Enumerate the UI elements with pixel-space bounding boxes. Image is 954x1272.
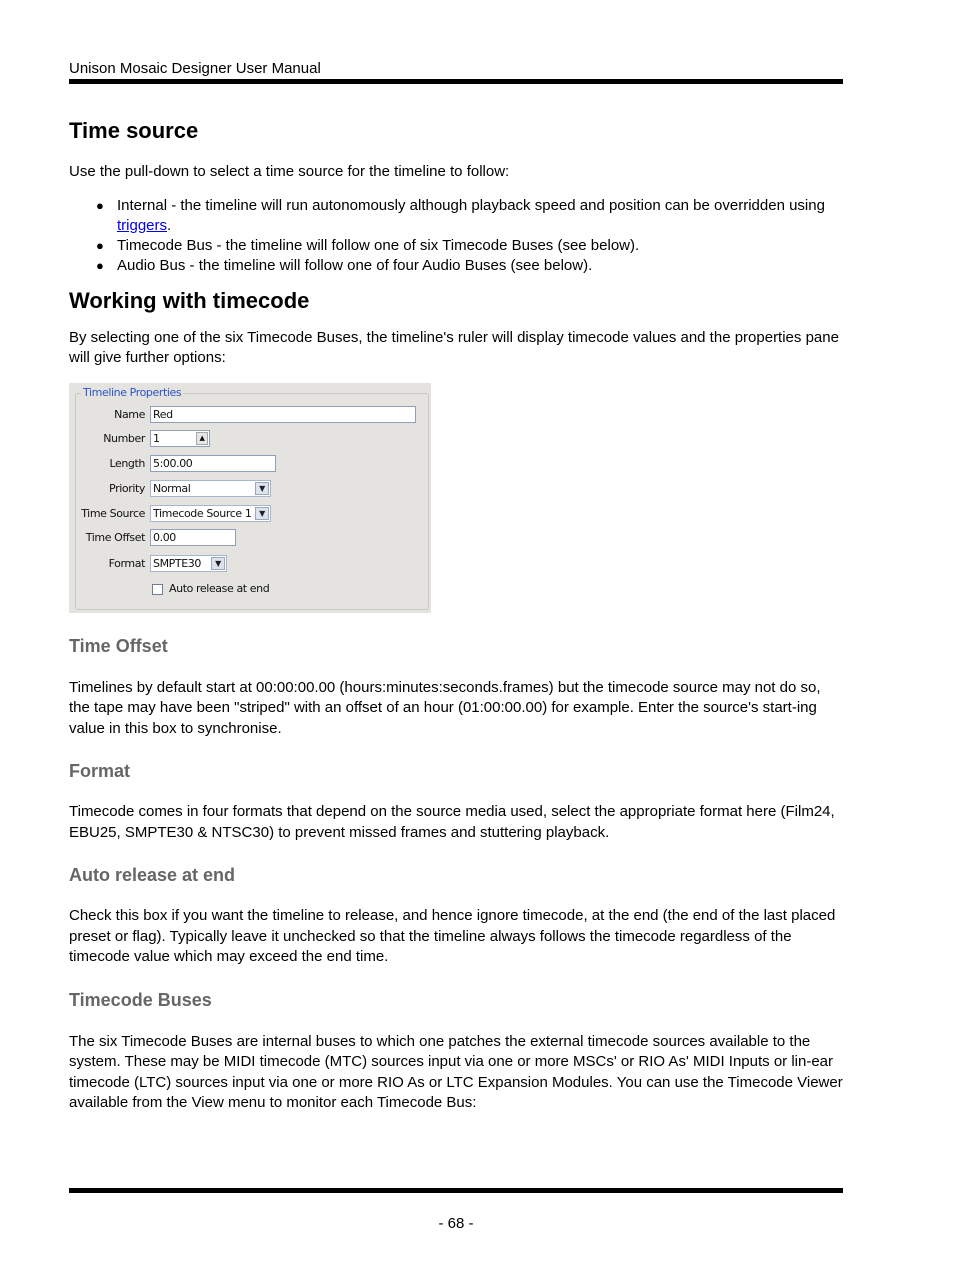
time-offset-field[interactable]: 0.00 xyxy=(150,529,236,546)
heading-working-with-timecode: Working with timecode xyxy=(69,287,310,313)
format-body: Timecode comes in four formats that depend on the source media used, select the appropriate format here (Film24, EBU25, SMPTE30 & NTSC30) to prevent missed frames and stuttering playback. xyxy=(69,803,835,841)
list-item-text: Timecode Bus - the timeline will follow one of six Timecode Buses (see below). xyxy=(117,236,640,254)
priority-value: Normal xyxy=(153,481,191,495)
format-value: SMPTE30 xyxy=(153,556,201,570)
bullet-icon: ● xyxy=(96,237,104,253)
name-field[interactable]: Red xyxy=(150,406,416,423)
timeline-properties-screenshot xyxy=(69,383,431,613)
auto-release-checkbox[interactable] xyxy=(152,584,163,595)
spin-up-icon[interactable]: ▲ xyxy=(196,432,208,445)
priority-label: Priority xyxy=(109,481,145,495)
triggers-link[interactable]: triggers xyxy=(117,216,168,234)
group-title: Timeline Properties xyxy=(83,385,182,399)
running-header: Unison Mosaic Designer User Manual xyxy=(69,60,321,77)
name-label: Name xyxy=(114,407,145,421)
timeline-properties-group xyxy=(75,393,429,610)
heading-format: Format xyxy=(69,761,131,781)
time-offset-label: Time Offset xyxy=(85,530,145,544)
heading-time-source: Time source xyxy=(69,118,199,143)
chevron-down-icon[interactable]: ▼ xyxy=(255,507,269,520)
page-content xyxy=(69,118,845,1114)
auto-release-label: Auto release at end xyxy=(169,581,270,595)
working-intro: By selecting one of the six Timecode Buses, the timeline's ruler will display timecode values and the properties pane will give further options: xyxy=(69,328,839,366)
bullet-icon: ● xyxy=(96,197,104,213)
bullet-icon: ● xyxy=(96,257,104,273)
number-label: Number xyxy=(103,431,145,445)
time-offset-body: Timelines by default start at 00:00:00.00 (hours:minutes:seconds.frames) but the timecode source may not do so, the tape may have been "striped" with an offset of an hour (01:00:00.00) for example. Enter the source's start-ing value in this box to synchronise. xyxy=(69,678,821,737)
length-field[interactable]: 5:00.00 xyxy=(150,455,276,472)
number-stepper[interactable] xyxy=(150,430,210,447)
format-select[interactable] xyxy=(150,555,227,572)
heading-auto-release: Auto release at end xyxy=(69,865,236,885)
list-item xyxy=(69,236,845,256)
list-item-text: Internal - the timeline will run autonomously although playback speed and position can be overridden using xyxy=(117,196,825,214)
time-source-label: Time Source xyxy=(81,506,145,520)
list-item-text: Audio Bus - the timeline will follow one of four Audio Buses (see below). xyxy=(117,256,593,274)
time-source-select[interactable] xyxy=(150,505,271,522)
priority-select[interactable] xyxy=(150,480,271,497)
heading-timecode-buses: Timecode Buses xyxy=(69,989,212,1010)
time-source-intro: Use the pull-down to select a time source for the timeline to follow: xyxy=(69,163,510,180)
chevron-down-icon[interactable]: ▼ xyxy=(255,482,269,495)
list-item: ● Internal - the timeline will run autonomously although playback speed and position can be overridden using triggers. xyxy=(96,196,825,234)
heading-time-offset: Time Offset xyxy=(69,635,168,656)
page-number: - 68 - xyxy=(438,1215,474,1232)
timecode-buses-body: The six Timecode Buses are internal buses to which one patches the external timecode sources available to the system. These may be MIDI timecode (MTC) sources input via one or more MSCs' or RIO As' MIDI Inputs or lin-ear timecode (LTC) sources input via one or more RIO As or LTC Expansion Modules. You can use the Timecode Viewer available from the View menu to monitor each Timecode Bus: xyxy=(69,1032,843,1111)
chevron-down-icon[interactable]: ▼ xyxy=(211,557,225,570)
time-source-value: Timecode Source 1 xyxy=(153,506,252,520)
time-source-list xyxy=(69,196,845,276)
format-label: Format xyxy=(108,556,145,570)
list-item xyxy=(69,256,845,276)
number-value: 1 xyxy=(153,431,160,445)
auto-release-body: Check this box if you want the timeline to release, and hence ignore timecode, at the end (the end of the last placed preset or flag). Typically leave it unchecked so that the timeline always follows the timecode regardless of the timecode value which may exceed the end time. xyxy=(69,907,836,965)
footer-rule xyxy=(69,1188,843,1193)
header-rule xyxy=(69,79,843,84)
length-label: Length xyxy=(109,456,145,470)
